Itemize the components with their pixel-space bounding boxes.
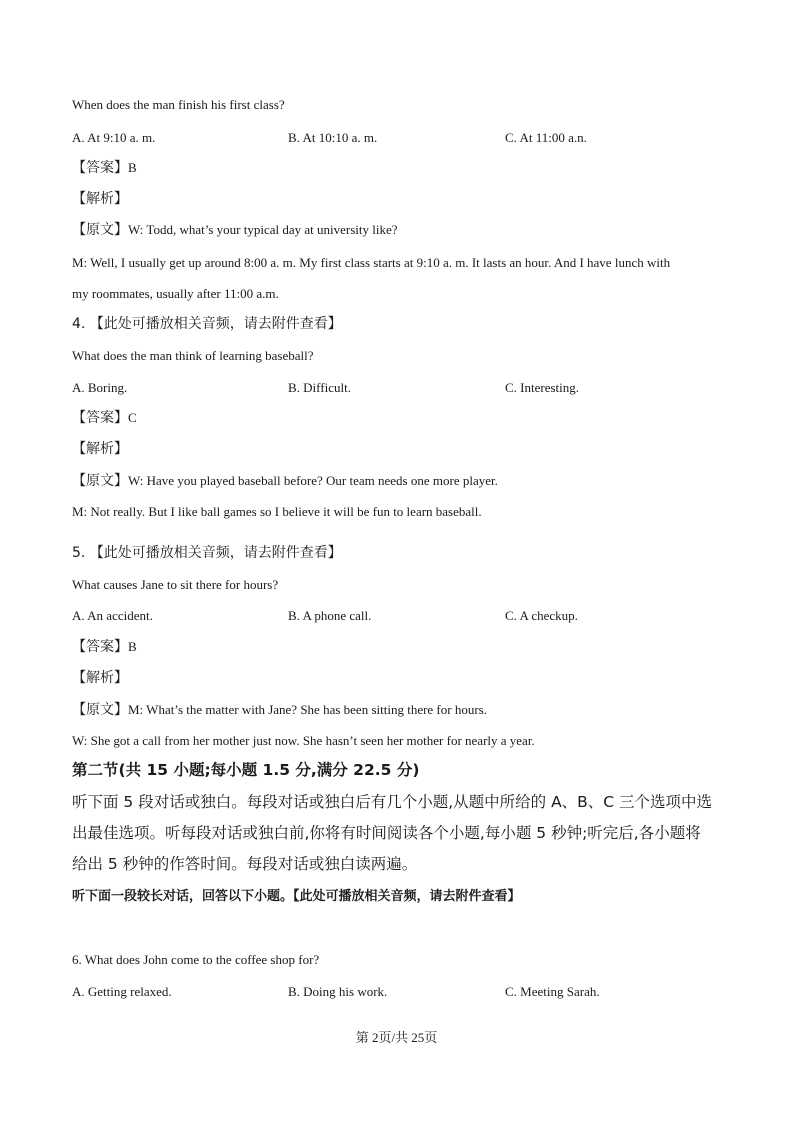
option-a: A. An accident. bbox=[72, 608, 153, 623]
transcript-line: my roommates, usually after 11:00 a.m. bbox=[72, 286, 279, 301]
transcript-line bbox=[72, 702, 487, 718]
source-tag: 【原文】 bbox=[72, 473, 128, 489]
answer-value: B bbox=[128, 160, 137, 175]
transcript-text: W: Have you played baseball before? Our team needs one more player. bbox=[128, 473, 498, 488]
analysis-tag: 【解析】 bbox=[72, 191, 128, 207]
section-heading: 第二节(共 15 小题;每小题 1.5 分,满分 22.5 分) bbox=[72, 761, 420, 779]
instruction-line: 听下面 5 段对话或独白。每段对话或独白后有几个小题,从题中所给的 A、B、C 三个选项中选 bbox=[72, 793, 713, 811]
source-tag: 【原文】 bbox=[72, 702, 128, 718]
option-b: B. A phone call. bbox=[288, 608, 372, 623]
transcript-line bbox=[72, 473, 498, 489]
instruction-line: 给出 5 秒钟的作答时间。每段对话或独白读两遍。 bbox=[72, 855, 418, 873]
option-a: A. At 9:10 a. m. bbox=[72, 130, 156, 145]
option-b: B. At 10:10 a. m. bbox=[288, 130, 378, 145]
answer-line bbox=[72, 639, 137, 655]
option-c: C. Meeting Sarah. bbox=[505, 984, 600, 999]
option-b: B. Doing his work. bbox=[288, 984, 388, 999]
transcript-text: W: Todd, what’s your typical day at university like? bbox=[128, 222, 398, 237]
listen-note: 听下面一段较长对话，回答以下小题。【此处可播放相关音频，请去附件查看】 bbox=[72, 889, 521, 904]
answer-value: C bbox=[128, 410, 137, 425]
option-a: A. Getting relaxed. bbox=[72, 984, 172, 999]
transcript-line: M: Not really. But I like ball games so I believe it will be fun to learn baseball. bbox=[72, 504, 482, 519]
option-b: B. Difficult. bbox=[288, 380, 351, 395]
answer-line bbox=[72, 410, 137, 426]
answer-value: B bbox=[128, 639, 137, 654]
option-c: C. Interesting. bbox=[505, 380, 580, 395]
answer-tag: 【答案】 bbox=[72, 160, 128, 176]
answer-tag: 【答案】 bbox=[72, 639, 128, 655]
transcript-text: M: What’s the matter with Jane? She has been sitting there for hours. bbox=[128, 702, 487, 717]
transcript-line: M: Well, I usually get up around 8:00 a. m. My first class starts at 9:10 a. m. It lasts an hour. And I have lunch with bbox=[72, 255, 671, 270]
option-c: C. At 11:00 a.n. bbox=[505, 130, 587, 145]
question-text: What causes Jane to sit there for hours? bbox=[72, 577, 279, 592]
instruction-line: 出最佳选项。听每段对话或独白前,你将有时间阅读各个小题,每小题 5 秒钟;听完后,各小题将 bbox=[72, 824, 701, 842]
answer-line bbox=[72, 160, 137, 176]
answer-tag: 【答案】 bbox=[72, 410, 128, 426]
analysis-tag: 【解析】 bbox=[72, 670, 128, 686]
source-tag: 【原文】 bbox=[72, 222, 128, 238]
option-c: C. A checkup. bbox=[505, 608, 578, 623]
transcript-line bbox=[72, 222, 398, 238]
analysis-tag: 【解析】 bbox=[72, 441, 128, 457]
question-text: 6. What does John come to the coffee shop for? bbox=[72, 952, 320, 967]
transcript-line: W: She got a call from her mother just now. She hasn’t seen her mother for nearly a year. bbox=[72, 733, 535, 748]
question-header: 5. 【此处可播放相关音频，请去附件查看】 bbox=[72, 545, 342, 561]
question-text: When does the man finish his first class? bbox=[72, 97, 285, 112]
question-header: 4. 【此处可播放相关音频，请去附件查看】 bbox=[72, 316, 342, 332]
option-a: A. Boring. bbox=[72, 380, 128, 395]
page-footer: 第 2页/共 25页 bbox=[355, 1030, 438, 1045]
question-text: What does the man think of learning baseball? bbox=[72, 348, 314, 363]
